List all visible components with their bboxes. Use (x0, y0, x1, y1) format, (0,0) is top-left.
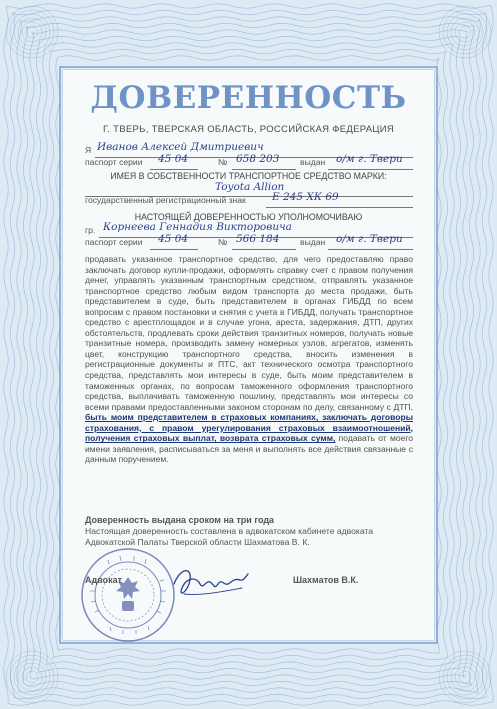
signature-label: Адвокат (85, 575, 123, 585)
powers-text-before: продавать указанное транспортное средство, для чего предоставляю право заключать договор купли-продажи, оформлять справку счет с правом получения денег, управлять указанным транспортным средством, отправлять указанное транспортное средство любым видом транспорта до места продажи, быть представителем в суде, быть представителем в органах ГИБДД по всем вопросам с правом постановки и снятия с учета в ГИБДД, получать транспортное средство с арестплощадок и в случае угона, ареста, задержания, ДТП, других обстоятельств, продлевать сроки действия транзитных номеров, получать новые транзитные номера, производить замену номерных узлов, агрегатов, изменять цвет, конструкцию транспортного средства, вносить изменения в регистрационные документы и ПТС, акт технического осмотра транспортного средства, представлять мои интересы в суде, быть моим представителем в таможенных органах, по вопросам таможенного оформления транспортного средства, выплачивать таможенную пошлину, представлять мои интересы со всеми правами предоставленными законом сторонам по делу, связанному с ДТП, (85, 254, 413, 412)
principal-name: Иванов Алексей Дмитриевич (97, 141, 264, 153)
principal-passport-series: 45 04 (158, 153, 189, 165)
insurance-powers-highlight: быть моим представителем в страховых компаниях, заключать договоры страхования, с правом урегулирования страховых взаимоотношений, получения страховых выплат, возврата страховых сумм, (85, 412, 413, 444)
vehicle-plate: Е 245 ХК 69 (272, 191, 339, 203)
agent-name: Корнеева Геннадия Викторовича (103, 221, 292, 233)
vehicle-model: Toyota Allion (215, 181, 285, 193)
handwritten-signature (170, 558, 250, 608)
validity-statement: Доверенность выдана сроком на три года (85, 515, 275, 525)
agent-prefix: гр. (85, 225, 96, 235)
vehicle-plate-label: государственный регистрационный знак (85, 195, 246, 205)
principal-passport-series-label: паспорт серии (85, 157, 143, 167)
notary-stamp-seal (78, 545, 178, 645)
signer-name: Шахматов В.К. (293, 575, 359, 585)
agent-issued-by: о/м г. Твери (336, 233, 403, 245)
agent-passport-number: 566 184 (236, 233, 280, 245)
agent-passport-series: 45 04 (158, 233, 189, 245)
document-title: ДОВЕРЕННОСТЬ (90, 80, 407, 116)
agent-passport-number-label: № (218, 237, 228, 247)
powers-text-after: подавать от моего имени заявления, расписываться за меня и выполнять все действия связанные с данным поручением. (85, 433, 414, 465)
agent-issued-by-label: выдан (300, 237, 326, 247)
notary-note: Настоящая доверенность составлена в адвокатском кабинете адвоката Адвокатской Палаты Тверской области Шахматова В. К. (85, 526, 374, 547)
principal-prefix: Я (85, 145, 92, 155)
powers-paragraph (85, 254, 413, 465)
document-location: Г. ТВЕРЬ, ТВЕРСКАЯ ОБЛАСТЬ, РОССИЙСКАЯ ФЕДЕРАЦИЯ (103, 124, 394, 135)
agent-heading: НАСТОЯЩЕЙ ДОВЕРЕННОСТЬЮ УПОЛНОМОЧИВАЮ (134, 212, 363, 222)
principal-issued-by: о/м г. Твери (336, 153, 403, 165)
agent-passport-series-label: паспорт серии (85, 237, 143, 247)
vehicle-heading: ИМЕЯ В СОБСТВЕННОСТИ ТРАНСПОРТНОЕ СРЕДСТВО МАРКИ: (110, 171, 387, 181)
principal-passport-number: 658 203 (236, 153, 280, 165)
principal-passport-number-label: № (218, 157, 228, 167)
principal-issued-by-label: выдан (300, 157, 326, 167)
